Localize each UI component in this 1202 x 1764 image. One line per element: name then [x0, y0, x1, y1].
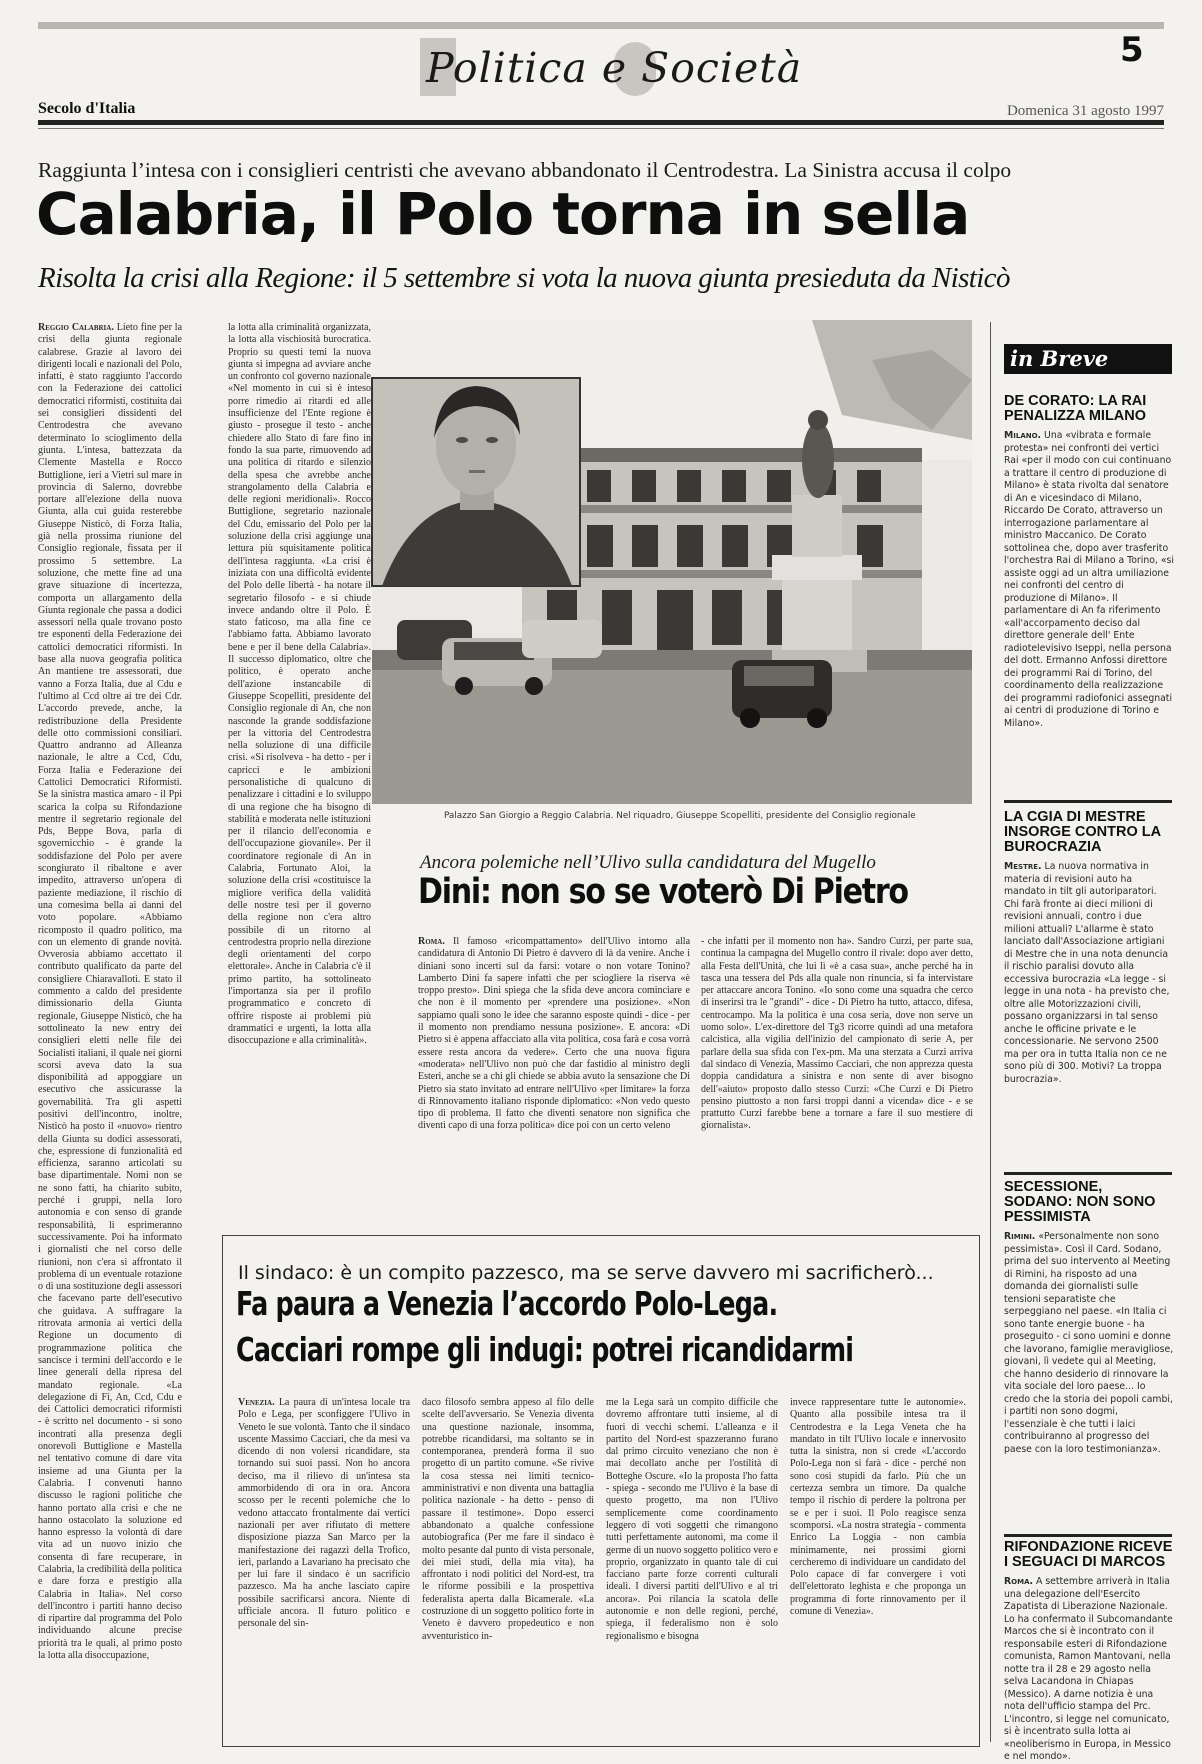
palazzo-photo — [372, 320, 972, 804]
brief-text-2: La nuova normativa in materia di revisioni auto ha mandato in tilt gli autoriparatori. Chi farà fronte ai dieci milioni di revisioni annuali, contro i due milioni attuali? L'allarme è stato lanciato dall'Associazione artigiani di Mestre che in una nota denuncia il rischio paralisi dovuto alla eccessiva burocrazia «La legge - si legge in una nota - ha previsto che, oltre alle Motorizzazioni civili, possano organizzarsi in tal senso anche le officine private e le concessionarie. Ne servono 2500 ma per ora in tutta Italia non ce ne sono più di 300. Motivi? La troppa burocrazia». — [1004, 861, 1170, 1085]
brief-text-1: Una «vibrata e formale protesta» nei confronti dei vertici Rai «per il modo con cui continuano a trattare il centro di produzione di Milano» è stata rivolta dal senatore di An e vicesindaco di Milano, Riccardo De Corato, attraverso un interrogazione parlamentare al ministro Maccanico. De Corato sottolinea che, dopo aver trasferito l'orchestra Rai di Milano a Torino, «si assiste oggi ad un altra umiliazione nei confronti del centro di produzione di Milano». Il parlamentare di An fa riferimento «all'accorpamento deciso dal direttore generale dell' Ente radiotelevisivo Iseppi, nella persona del dott. Ermanno Anfossi direttore dei programmi Rai di Torino, del coordinamento della realizzazione dei programmi radiofonici assegnati ai centri di produzione di Torino e Milano». — [1004, 430, 1174, 729]
in-breve-header — [1004, 344, 1172, 374]
brief-dateline-4: Roma. — [1004, 1576, 1034, 1587]
main-dateline: Reggio Calabria. — [38, 322, 114, 333]
brief-divider-1 — [1004, 800, 1172, 803]
brief-dateline-1: Milano. — [1004, 430, 1042, 441]
brief-text-4: A settembre arriverà in Italia una delegazione dell'Esercito Zapatista di Liberazione Nazionale. Lo ha confermato il Subcomandante Marcos che si è incontrato con il responsabile esteri di Rifondazione comunista, Ramon Mantovani, nella notte tra il 28 e 29 agosto nella selva Lacandona in Chiapas (Messico). A darne notizia è una nota dell'ufficio stampa del Prc. L'incontro, si legge nel comunicato, si è incentrato sulla lotta ai «neoliberismo in Europa, in Messico e nel mondo». — [1004, 1576, 1173, 1762]
dini-kicker: Ancora polemiche nell’Ulivo sulla candidatura del Mugello — [420, 852, 876, 873]
brief-dateline-3: Rimini. — [1004, 1231, 1036, 1242]
top-rule — [38, 22, 1164, 29]
venezia-column-2 — [422, 1397, 594, 1745]
section-title-text: Politica e Società — [426, 44, 803, 92]
dini-column-2 — [701, 936, 973, 1230]
brief-item-3 — [1004, 1180, 1174, 1528]
main-kicker: Raggiunta l’intesa con i consiglieri centristi che avevano abbandonato il Centrodestra. La Sinistra accusa il colpo — [38, 158, 1012, 182]
dini-column-1 — [418, 936, 690, 1230]
dini-dateline: Roma. — [418, 936, 445, 947]
brief-title-3: SECESSIONE, SODANO: NON SONO PESSIMISTA — [1004, 1179, 1156, 1225]
main-text-1: Lieto fine per la crisi della giunta regionale calabrese. Grazie al lavoro dei dirigenti locali e nazionali del Polo, infatti, è stato raggiunto l'accordo con la Federazione dei cattolici democratici riformisti, costituita dai sei consiglieri dissidenti del Centrodestra che avevano determinato lo scioglimento della giunta. L'intesa, battezzata da Clemente Mastella e Rocco Buttiglione, ieri a Vietri sul mare in provincia di Salerno, dovrebbe portare all'elezione della nuova Giunta, alla cui guida resterebbe Giuseppe Nisticò, di Forza Italia, già nella prossima riunione del Consiglio regionale, fissata per il prossimo 5 settembre. La soluzione, che mette fine ad una grave situazione di incertezza, comporta un allargamento della Giunta regionale che passa a dodici assessori nella quale trovano posto tre esponenti della Federazione dei cattolici democratici riformisti. In base alla nuova geografia politica An mantiene tre assessorati, due vanno a Forza Italia, due al Cdu e l'ultimo al Ccd oltre ai tre dei Cdr. L'accordo prevede, anche, la redistribuzione della Presidente delle otto commissioni consiliari. Quattro andranno ad Alleanza nazionale, le altre a Ccd, Cdu, Forza Italia e Federazione dei Cattolici Democratici Riformisti. Se la sinistra mastica amaro - il Ppi scarica la colpa su Rifondazione mentre il segretario regionale del Pds, Beppe Bova, parla di sgovernicchio - è grande la soddisfazione del Polo per avere scongiurato il ribaltone e aver impedito, attraverso un'opera di paziente mediazione, il rischio di una comesima bella ai danni del voto popolare. «Abbiamo ricomposto il quadro politico, ma con un elemento di grande novità. Ovverosia abbiamo accettato il contributo qualificato da parte del consigliere Chiaravalloti. E stato il commento a caldo del presidente dimissionario della Giunta regionale, Giuseppe Nisticò, che ha sottolineato la new entry dei consiglieri eletti nelle file dei Socialisti italiani, il quale nei giorni scorsi aveva dato la sua disponibilità ad appoggiare un esecutivo che assicurasse la governabilità. Tra gli aspetti positivi dell'incontro, inoltre, Nisticò ha posto il «nuovo» rientro della Giunta su dodici assessorati, che, espressione di funzionalità ed efficienza, saranno articolati su base dipartimentale. Nomi non se ne sono fatti, ha chiarito subito, perché i gruppi, nella loro autonomia e con senso di grande responsabilità, li esprimeranno successivamente. Poi ha informato i giornalisti che nel corso delle riunioni, non c'era si affrontato il problema di un eventuale rotazione o di una sostituzione degli assessori che facevano parte dell'esecutivo che guidava. A suffragare la ritrovata armonia ai vertici della Regione un documento di programmazione politica che sancisce i termini dell'accordo e le linee generali della ripresa del mandato regionale. «La delegazione di Fi, An, Ccd, Cdu e dei Cattolici democratici riformisti - è scritto nel documento - si sono incontrati alla presenza degli onorevoli Buttiglione e Mastella nel tentativo comune di dare vita insieme ad una Giunta per la Calabria. I convenuti hanno discusso le ragioni politiche che hanno portato alla crisi e che ne hanno ostacolato la soluzione ed hanno espresso la volontà di dare vita ad un nuovo inizio che consenta di fare recuperare, in Calabria, la credibilità della politica e dare forza e prestigio alla Calabria in Italia». Nel corso dell'incontro i partiti hanno deciso di ripartire dal programma del Polo individuando alcune precise priorità tra le quali, al primo posto la lotta alla disoccupazione, — [38, 322, 183, 1662]
venezia-headline-2: Cacciari rompe gli indugi: potrei ricandidarmi — [236, 1330, 854, 1369]
brief-title-2: LA CGIA DI MESTRE INSORGE CONTRO LA BUROCRAZIA — [1004, 809, 1161, 855]
photo-caption: Palazzo San Giorgio a Reggio Calabria. Nel riquadro, Giuseppe Scopelliti, presidente del Consiglio regionale — [444, 811, 916, 821]
section-title — [420, 38, 803, 100]
brief-item-2 — [1004, 810, 1174, 1164]
brief-divider-2 — [1004, 1172, 1172, 1175]
venezia-headline-1: Fa paura a Venezia l’accordo Polo-Lega. — [236, 1284, 778, 1323]
brief-text-3: «Personalmente non sono pessimista». Così il Card. Sodano, prima del suo intervento al Meeting di Rimini, ha risposto ad una domanda dei giornalisti sulle tensioni separatiste che serpeggiano nel paese. «In Italia ci sono tante energie buone - ha proseguito - ci sono uomini e donne che lavorano, famiglie meravigliose, giovani, lì vedete qui al Meeting, che hanno desiderio di rinnovare la vita sociale del loro paese... Io credo che la storia dei popoli cambi, i partiti non sono dogmi, l'essenziale è che tutti i laici contribuiranno al progresso del paese con la loro testimonianza». — [1004, 1231, 1174, 1455]
sidebar-rule — [990, 322, 991, 1742]
brief-item-1 — [1004, 394, 1174, 787]
brief-title-4: RIFONDAZIONE RICEVE I SEGUACI DI MARCOS — [1004, 1539, 1173, 1570]
dini-text-1: Il famoso «ricompattamento» dell'Ulivo intorno alla candidatura di Antonio Di Pietro è davvero di là da venire. Anche i diniani sono incerti sul da farsi: votare o non votare Tonino? Lamberto Dini fa sapere infatti che per sciogliere la riserva «è troppo presto». Dini spiega che la sfida deve ancora cominciare e che non è il momento per «prendere una posizione». «Non sappiamo quali sono le idee che saranno esposte quindi - dice - per il momento non prendiamo nessuna posizione». E ancora: «Di Pietro si è appena affacciato alla vita politica, cosa farà e cosa vorrà essere resta ancora da vedere». Certo che una nuova figura «moderata» nell'Ulivo non può che dar fastidio al ministro degli Esteri, anche se a chi gli chiede se abbia avuto la sensazione che Di Pietro sia stato invitato ad entrare nell'Ulivo «per limitare» la forza di Rinnovamento italiano risponde diplomatico: «Non vedo questo tipo di problema. Il fatto che diventi senatore non significa che diventi capo di una forza politica» dice poi con un certo veleno — [418, 936, 691, 1132]
main-headline: Calabria, il Polo torna in sella — [36, 180, 970, 248]
in-breve-title: in Breve — [1010, 346, 1109, 371]
venezia-dateline: Venezia. — [238, 1397, 275, 1408]
main-story-column-2a — [228, 322, 371, 1047]
venezia-kicker: Il sindaco: è un compito pazzesco, ma se serve davvero mi sacrificherò... — [238, 1262, 934, 1284]
issue-date: Domenica 31 agosto 1997 — [1006, 103, 1164, 119]
masthead-rule-thin — [38, 128, 1164, 129]
venezia-text-2: daco filosofo sembra appeso al filo delle scelte dell'avversario. Se Venezia diventa una questione nazionale, insomma, potrebbe ricandidarsi, ma soltanto se in contemporanea, prenderà forma il suo progetto di un partito comune. «Se rivive la cosa stessa nei limiti tecnico-amministrativi e non diventa una battaglia politica nazionale - ha detto - penso di passare il testimone». Dopo esserci abbandonato a qualche confessione autobiografica (Per me fare il sindaco è molto pesante dal punto di vista personale, dei miei studi, della mia vita), ha affrontato i nodi politici del Nord-est, tra le riforme possibili e la prospettiva federalista aperta dalla Bicamerale. «La costruzione di un soggetto politico forte in Veneto è davvero propedeutico e non avventuristico in- — [422, 1397, 594, 1642]
dini-text-2: - che infatti per il momento non ha». Sandro Curzi, per parte sua, continua la campagna del Mugello contro il rivale: dopo aver detto, alla Festa dell'Unità, che lui lì «è a casa sua», anche perché ha in tasca una tessera del Pds alla quale non rinuncia, si fa intervistare per attaccare ancora Tonino. «Io sono come una squadra che cerco di inserirsi tra le "grandi" - dice - Di Pietro ha tutto, attacco, difesa, centrocampo. Ma la politica è una cosa seria, dove non serve un uomo solo». L'ex-direttore del Tg3 ricorre quindi ad una metafora calcistica, alla vigilia dell'inizio del campionato di serie A, per parlare della sua sfida con l'ex-pm. Ma una sterzata a Curzi arriva dal sindaco di Venezia, Massimo Cacciari, che non apprezza questa doppia candidatura a sinistra e non sente di aver bisogno dell'«aiuto» proposto dallo stesso Curzi: «Che Curzi e Di Pietro pensino piuttosto a non farsi troppi danni a vicenda» dice - e se prattutto Curzi farebbe bene a tornare a fare il suo mestiere di giornalista». — [701, 936, 973, 1132]
main-text-2: la lotta alla criminalità organizzata, la lotta alla vischiosità burocratica. Proprio su questi temi la nuova giunta si impegna ad avviare anche un confronto col governo nazionale «Nel momento in cui si è inteso porre rimedio ai ritardi ed alle insufficienze del l'Ente regione è giusto - prosegue il testo - anche chiedere allo Stato di fare fino in fondo la sua parte, rimuovendo ad una politica di ritardo e silenzio della spesa che avrebbe anche strangolamento della Calabria e delle regioni meridionali». Rocco Buttiglione, segretario nazionale del Cdu, emissario del Polo per la soluzione della crisi aggiunge una lettura più squisitamente politica dell'intesa raggiunta. «La crisi è iniziata con una difficoltà evidente del Polo delle libertà - ha notare il segretario filosofo - e si chiude invece andando oltre il Polo. È stato faticoso, ma alla fine ce l'abbiamo fatta. Abbiamo lavorato bene e per il bene della Calabria». Il successo diplomatico, oltre che politico, è operato anche dell'azione instancabile di Giuseppe Scopelliti, presidente del Consiglio regionale di An, che non nasconde la grande soddisfazione per la vittoria del Centrodestra nella soluzione di una difficile crisi. «Si risolveva - ha detto - per i capricci e le ambizioni personalistiche di qualcuno di penalizzare i cittadini e lo sviluppo di una regione che ha bisogno di stabilità e moderata nelle istituzioni per il rilancio dell'economia e dell'occupazione giovanile». Per il coordinatore regionale di An in Calabria, Fortunato Aloi, la soluzione della crisi «costituisce la migliore verifica della validità delle nostre tesi per il governo della regione non c'era altro possibile di un ritorno al centrodestra proprio nella direzione degli orientamenti del corpo elettorale». Anche in Calabria c'è il primo partito, ha sottolineato l'importanza sia per il profilo programmatico e concreto di offrire risposte ai problemi più drammatici e urgenti, la lotta alla disoccupazione e alla criminalità». — [228, 322, 371, 1047]
venezia-column-3 — [606, 1397, 778, 1745]
palazzo-illustration — [372, 320, 972, 804]
venezia-text-4: invece rappresentare tutte le autonomie». Quanto alla possibile intesa tra il Centrodestra e la Lega Veneta che ha mandato in tilt l'Ulivo locale e innervosito tutta la sinistra, non si crede «L'accordo Polo-Lega non si farà - dice - perché non sono così stupidi da farlo. Più che un certezza sembra un timore. Da qualche tempo il rischio di perdere la poltrona per se e per i suoi. Il Polo reagisce senza scomporsi. «La nostra strategia - commenta Enrico La Loggia - non cambia minimamente, nei prossimi giorni cercheremo di individuare un candidato del Polo capace di far convergere i voti dell'elettorato leghista e che proponga un programma di forte rinnovamento per il comune di Venezia». — [790, 1397, 966, 1618]
page-number: 5 — [1120, 30, 1144, 70]
main-subhead: Risolta la crisi alla Regione: il 5 settembre si vota la nuova giunta presieduta da Nisticò — [38, 262, 1010, 294]
venezia-column-4 — [790, 1397, 966, 1745]
paper-name: Secolo d'Italia — [38, 100, 136, 117]
brief-title-1: DE CORATO: LA RAI PENALIZZA MILANO — [1004, 393, 1147, 424]
dini-headline: Dini: non so se voterò Di Pietro — [418, 872, 908, 912]
brief-dateline-2: Mestre. — [1004, 861, 1042, 872]
main-story-column-1 — [38, 322, 182, 1747]
brief-item-4 — [1004, 1539, 1174, 1762]
brief-divider-3 — [1004, 1534, 1172, 1537]
venezia-column-1 — [238, 1397, 410, 1745]
venezia-text-3: me la Lega sarà un compito difficile che dovremo affrontare tutti insieme, al di fuori di vecchi schemi. L'alleanza e il partito del Nord-est spazzeranno furano dal primo circuito veneziano che non è mai decollato anche per l'ostilità di Botteghe Oscure. «Io la proposta l'ho fatta - spiega - secondo me l'Ulivo è la base di questo progetto, ma non l'Ulivo semplicemente come coordinamento leggero di voti soggetti che rimangono tutti perfettamente autonomi, ma come il germe di un nuovo soggetto politico vero e proprio, organizzato in quanto tale di cui facciano parte forze correnti culturali ideali. I diversi partiti dell'Ulivo e al tri ancora». Poi rilancia la scatola delle autonomie e non delle regioni, perché, spiega, il federalismo non è solo regionalismo e bisogna — [606, 1397, 778, 1642]
masthead-rule — [38, 120, 1164, 125]
venezia-text-1: La paura di un'intesa locale tra Polo e Lega, per sconfiggere l'Ulivo in Veneto le sue volontà. Tanto che il sindaco uscente Massimo Cacciari, che da mesi va dicendo di non volersi ricandidare, sta tornando sui suoi passi. Non ho ancora deciso, ma il rilievo di un'intesa sta ammorbidendo di ora in ora. Ancora scosso per le recenti polemiche che lo vedono attaccato frontalmente dai vertici nazionali per aver rifiutato di mettere disposizione piazza San Marco per la manifestazione dei ragazzi della Trofico, ieri, parlando a Lavariano ha precisato che per lui fare il sindaco è un sacrificio pazzesco. Ma ha anche lasciato capire possibile sacrificarsi ancora. Niente di ufficiale ancora. Il futuro politico e personale del sin- — [238, 1397, 411, 1630]
